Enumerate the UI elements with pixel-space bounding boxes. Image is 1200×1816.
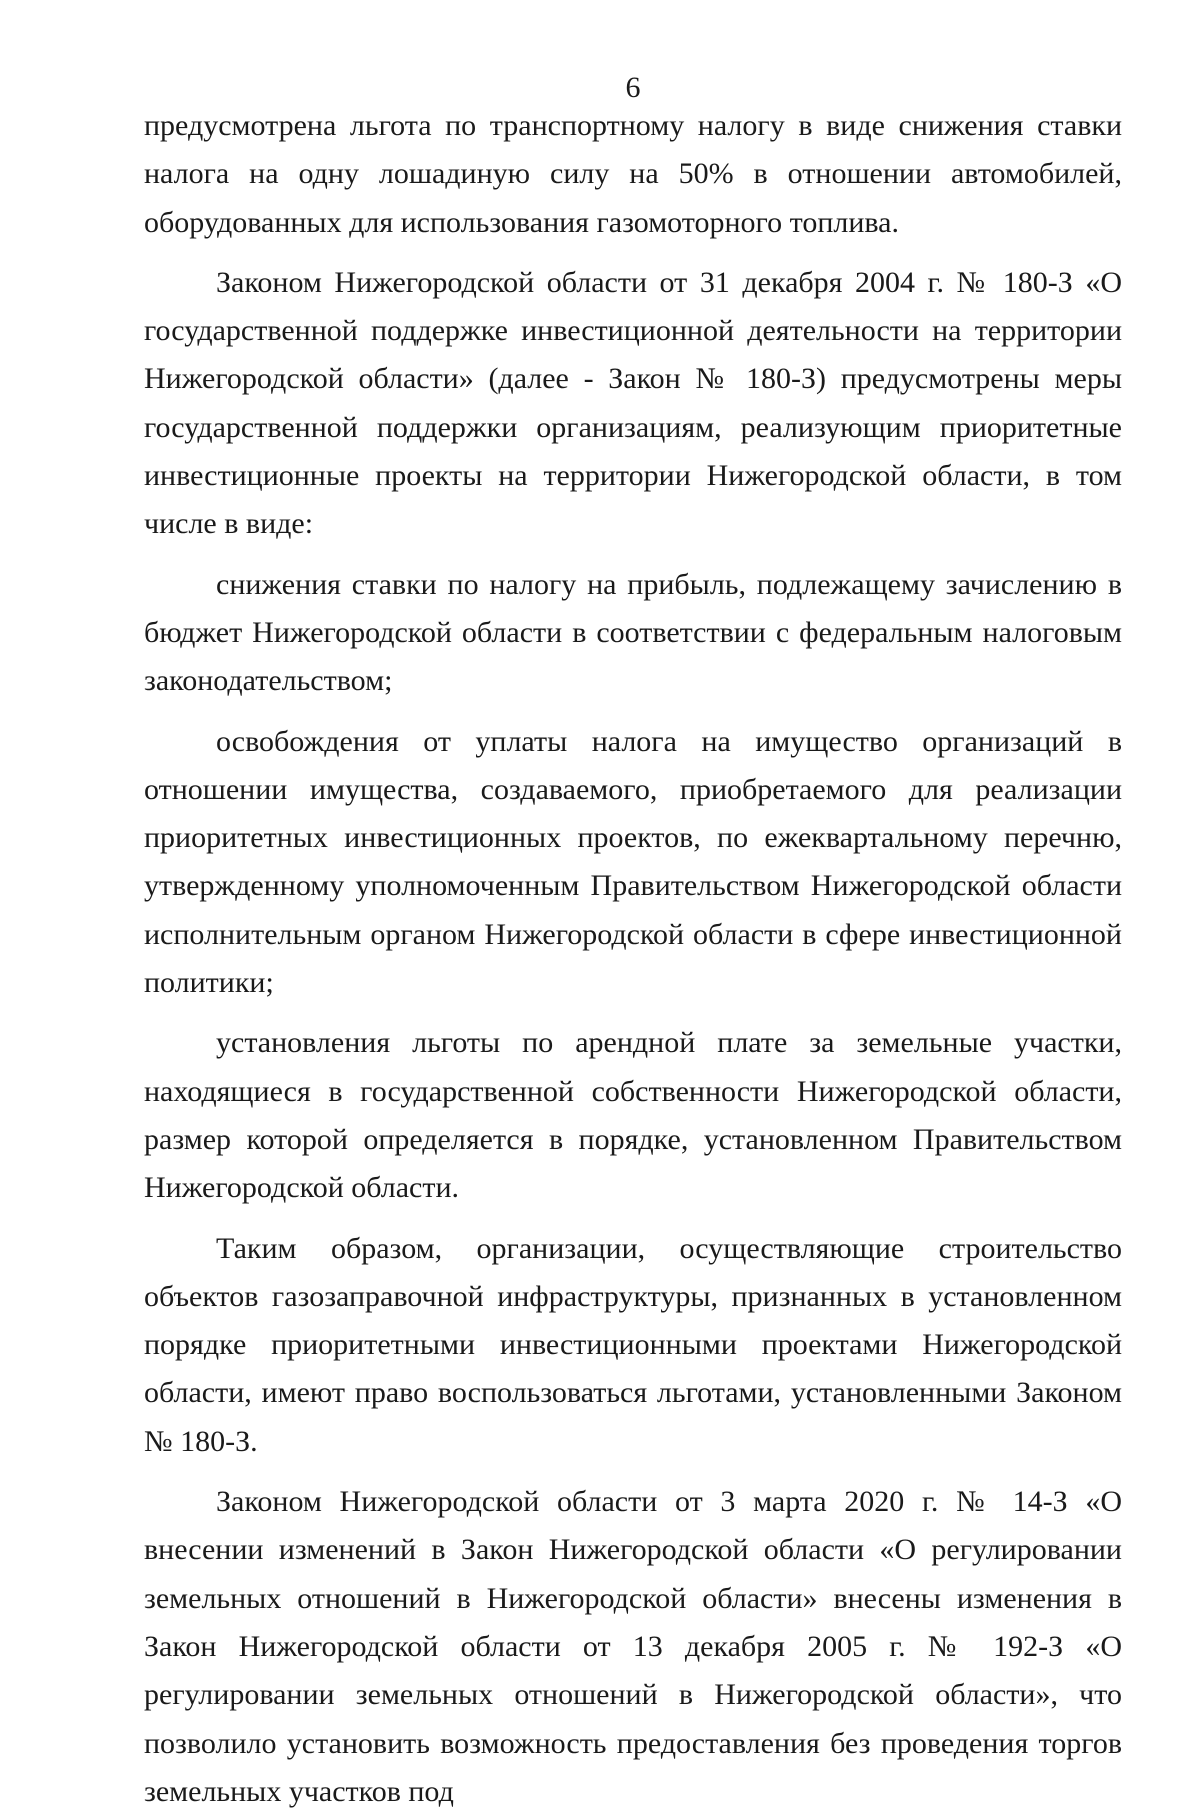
document-body — [144, 102, 1122, 1816]
paragraph-land-rent: установления льготы по арендной плате за земельные участки, находящиеся в государственной собственности Нижегородской области, размер которой определяется в порядке, установленном Правительством Нижегородской области. — [144, 1026, 1122, 1205]
paragraph-law-180: Законом Нижегородской области от 31 декабря 2004 г. № 180-З «О государственной поддержке инвестиционной деятельности на территории Нижегородской области» (далее - Закон № 180-З) предусмотрены меры государственной поддержки организациям, реализующим приоритетные инвестиционные проекты на территории Нижегородской области, в том числе в виде: — [144, 265, 1122, 541]
paragraph-continuation: предусмотрена льгота по транспортному налогу в виде снижения ставки налога на одну лошадиную силу на 50% в отношении автомобилей, оборудованных для использования газомоторного топлива. — [144, 109, 1122, 239]
paragraph-conclusion: Таким образом, организации, осуществляющие строительство объектов газозаправочной инфраструктуры, признанных в установленном порядке приоритетными инвестиционными проектами Нижегородской области, имеют право воспользоваться льготами, установленными Законом № 180-З. — [144, 1231, 1122, 1458]
paragraph-law-14: Законом Нижегородской области от 3 марта 2020 г. № 14-З «О внесении изменений в Закон Нижегородской области «О регулировании земельных отношений в Нижегородской области» внесены изменения в Закон Нижегородской области от 13 декабря 2005 г. № 192-З «О регулировании земельных отношений в Нижегородской области», что позволило установить возможность предоставления без проведения торгов земельных участков под — [144, 1485, 1122, 1808]
page-number: 6 — [625, 71, 641, 104]
paragraph-profit-tax: снижения ставки по налогу на прибыль, подлежащему зачислению в бюджет Нижегородской области в соответствии с федеральным налоговым законодательством; — [144, 567, 1122, 698]
paragraph-property-tax: освобождения от уплаты налога на имущество организаций в отношении имущества, создаваемого, приобретаемого для реализации приоритетных инвестиционных проектов, по ежеквартальному перечню, утвержденному уполномоченным Правительством Нижегородской области исполнительным органом Нижегородской области в сфере инвестиционной политики; — [144, 724, 1122, 1000]
